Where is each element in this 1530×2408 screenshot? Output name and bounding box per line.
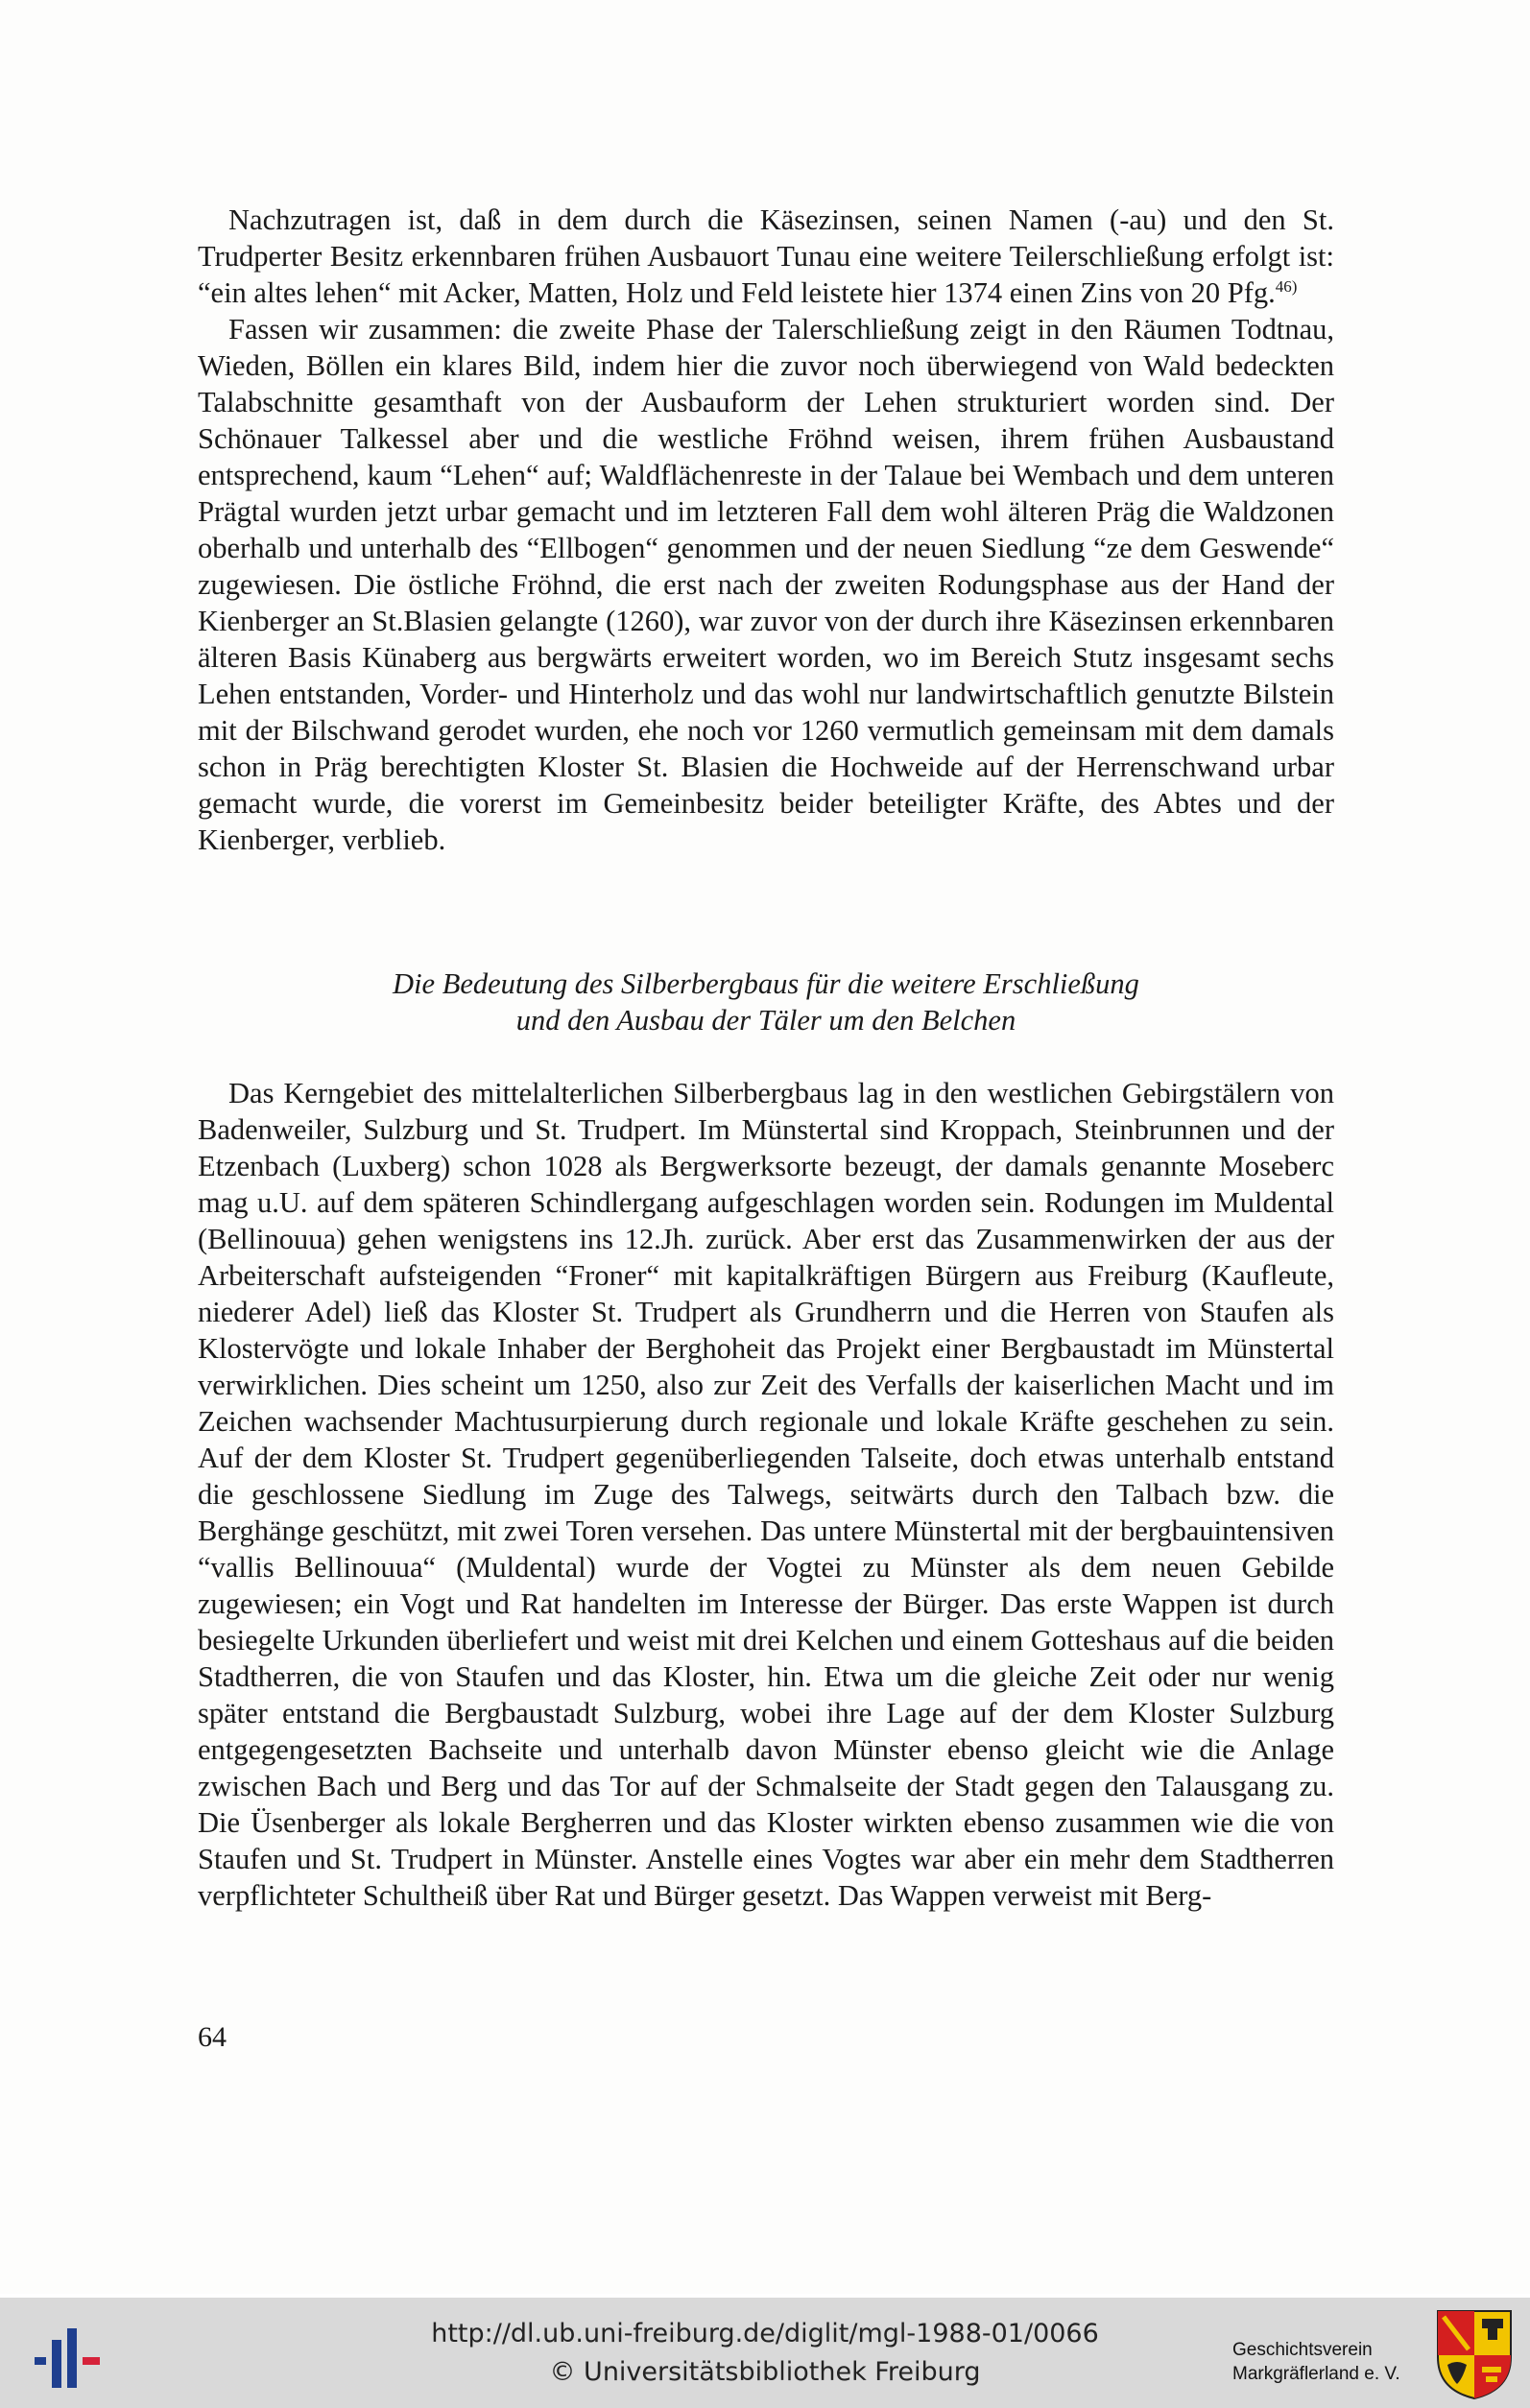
- text-block-main: [198, 1075, 1334, 1914]
- society-name-line-1: Geschichtsverein: [1232, 2340, 1373, 2360]
- society-name: [1232, 2338, 1400, 2386]
- paragraph-3: Das Kerngebiet des mittelalterlichen Silberbergbaus lag in den westlichen Gebirgstälern von Badenweiler, Sulzburg und St. Trudpert. Im Münstertal sind Kroppach, Steinbrunnen und der Etzenbach (Luxberg) schon 1028 als Bergwerksorte bezeugt, der damals genannte Moseberc mag u.U. auf dem späteren Schindlergang aufgeschlagen worden sein. Rodungen im Muldental (Bellinouua) gehen wenigstens ins 12.Jh. zurück. Aber erst das Zusammenwirken der aus der Arbeiterschaft aufsteigenden “Froner“ mit kapitalkräftigen Bürgern aus Freiburg (Kaufleute, niederer Adel) ließ das Kloster St. Trudpert als Grundherrn und die Herren von Staufen als Klostervögte und lokale Inhaber der Berghoheit das Projekt einer Bergbaustadt im Münstertal verwirklichen. Dies scheint um 1250, also zur Zeit des Verfalls der kaiserlichen Macht und im Zeichen wachsender Machtusurpierung durch regionale und lokale Kräfte geschehen zu sein. Auf der dem Kloster St. Trudpert gegenüberliegenden Talseite, doch etwas unterhalb entstand die geschlossene Siedlung im Zuge des Talwegs, seitwärts durch den Talbach bzw. die Berghänge geschützt, mit zwei Toren versehen. Das untere Münstertal mit der bergbauintensiven “vallis Bellinouua“ (Muldental) wurde der Vogtei zu Münster als dem neuen Gebilde zugewiesen; ein Vogt und Rat handelten im Interesse der Bürger. Das erste Wappen ist durch besiegelte Urkunden überliefert und weist mit drei Kelchen und einem Gotteshaus auf die beiden Stadtherren, die von Staufen und das Kloster, hin. Etwa um die gleiche Zeit oder nur wenig später entstand die Bergbaustadt Sulzburg, wobei ihre Lage auf der dem Kloster Sulzburg entgegengesetzten Bachseite und unterhalb davon Münster ebenso gleicht wie die Anlage zwischen Bach und Berg und das Tor auf der Schmalseite der Stadt gegen den Talausgang zu. Die Üsenberger als lokale Bergherren und das Kloster wirkten ebenso zusammen wie die von Staufen und St. Trudpert in Münster. Anstelle eines Vogtes war aber ein mehr dem Stadtherren verpflichteter Schultheiß über Rat und Bürger gesetzt. Das Wappen verweist mit Berg-: [198, 1077, 1334, 1912]
- section-heading: [198, 966, 1334, 1038]
- permalink-url[interactable]: http://dl.ub.uni-freiburg.de/diglit/mgl-1988-01/0066: [431, 2319, 1099, 2348]
- section-heading-line-2: und den Ausbau der Täler um den Belchen: [515, 1004, 1016, 1037]
- copyright-text: © Universitätsbibliothek Freiburg: [549, 2357, 981, 2387]
- footnote-marker: 46): [1275, 276, 1298, 296]
- coat-of-arms-icon: [1434, 2307, 1515, 2401]
- paragraph-1-text: Nachzutragen ist, daß in dem durch die Käsezinsen, seinen Namen (-au) und den St. Trudperter Besitz erkennbaren frühen Ausbauort Tunau eine weitere Teilerschließung erfolgt ist: “ein altes lehen“ mit Acker, Matten, Holz und Feld leistete hier 1374 einen Zins von 20 Pfg.: [198, 203, 1334, 309]
- paragraph-1: [198, 202, 1334, 311]
- page-number: 64: [198, 2021, 227, 2053]
- society-name-line-2: Markgräflerland e. V.: [1232, 2364, 1400, 2384]
- paragraph-2: Fassen wir zusammen: die zweite Phase der Talerschließung zeigt in den Räumen Todtnau, Wieden, Böllen ein klares Bild, indem hier die zuvor noch überwiegend von Wald bedeckten Talabschnitte gesamthaft von der Ausbauform der Lehen strukturiert worden sind. Der Schönauer Talkessel aber und die westliche Fröhnd weisen, ihrem frühen Ausbaustand entsprechend, kaum “Lehen“ auf; Waldflächenreste in der Talaue bei Wembach und dem unteren Prägtal wurden jetzt urbar gemacht und im letzteren Fall dem wohl älteren Präg die Waldzonen oberhalb und unterhalb des “Ellbogen“ genommen und der neuen Siedlung “ze dem Geswende“ zugewiesen. Die östliche Fröhnd, die erst nach der zweiten Rodungsphase aus der Hand der Kienberger an St.Blasien gelangte (1260), war zuvor von der durch ihre Käsezinsen erkennbaren älteren Basis Künaberg aus bergwärts erweitert worden, wo im Bereich Stutz insgesamt sechs Lehen entstanden, Vorder- und Hinterholz und das wohl nur landwirtschaftlich genutzte Bilstein mit der Bilschwand gerodet wurden, ehe noch vor 1260 vermutlich gemeinsam mit dem damals schon in Präg berechtigten Kloster St. Blasien die Hochweide auf der Herrenschwand urbar gemacht wurde, die vorerst im Gemeinbesitz beider beteiligter Kräfte, des Abtes und der Kienberger, verblieb.: [198, 313, 1334, 856]
- footer-bar: [0, 2298, 1530, 2408]
- text-block-top: [198, 202, 1334, 858]
- section-heading-line-1: Die Bedeutung des Silberbergbaus für die weitere Erschließung: [393, 967, 1139, 1000]
